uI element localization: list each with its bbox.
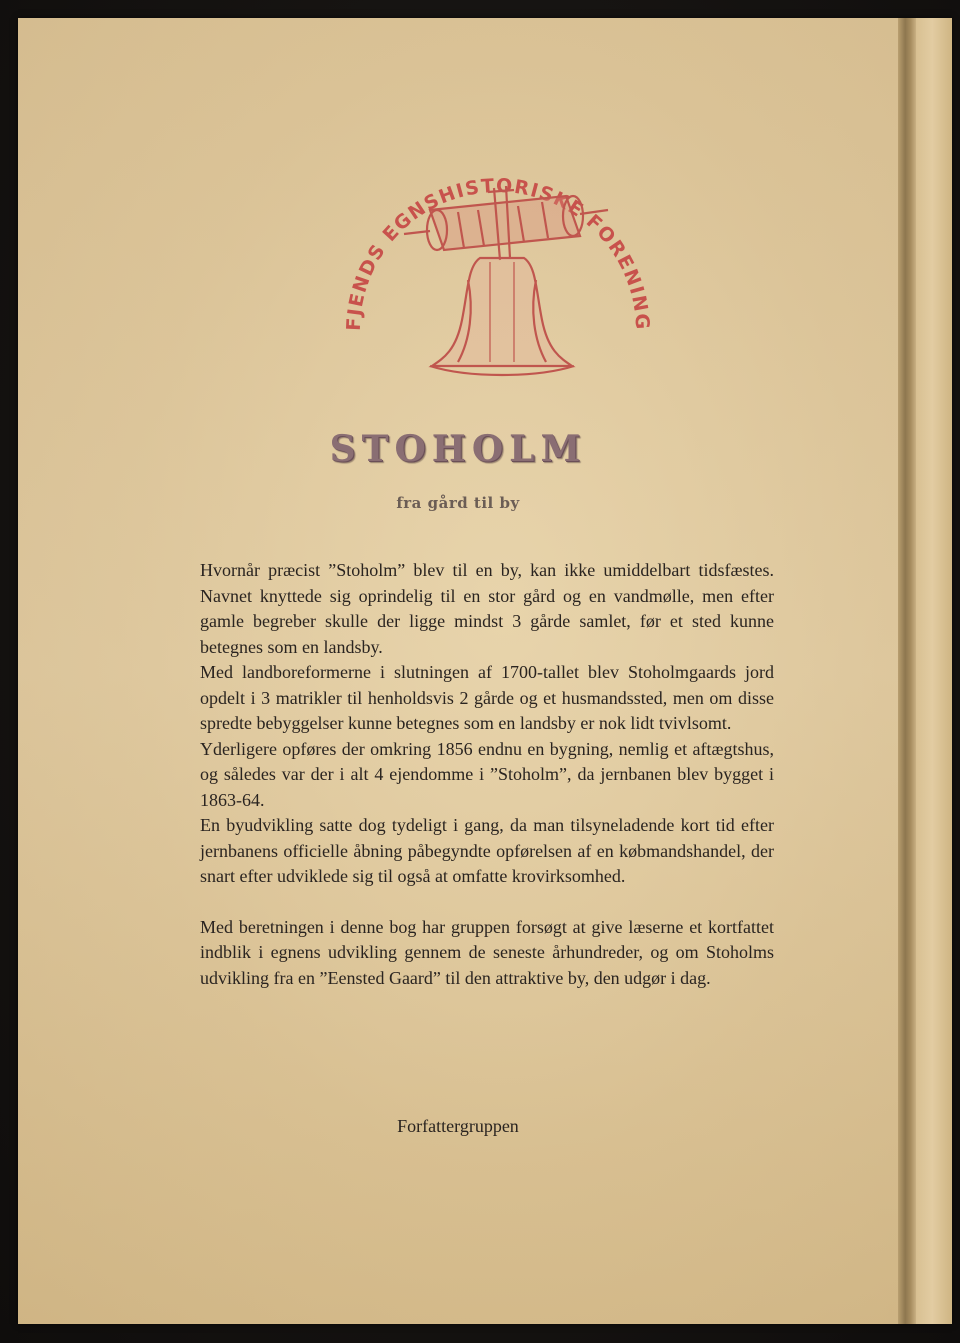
cover-panel [18, 18, 898, 1324]
book-title: STOHOLM [329, 428, 587, 470]
blurb-paragraph: En byudvikling satte dog tydeligt i gang, da man tilsyneladende kort tid efter jernbanens officielle åbning påbegyndte opførelsen af en købmandshandel, der snart efter udviklede sig til også at omfatte krovirksomhed. [200, 815, 774, 886]
blurb-text [200, 558, 774, 991]
author-signature: Forfattergruppen [397, 1116, 519, 1136]
blurb-paragraph: Med landboreformerne i slutningen af 1700-tallet blev Stoholmgaards jord opdelt i 3 matrikler til henholdsvis 2 gårde og et husmandssted, men om disse spredte bebyggelser kunne betegnes som en landsby er nok lidt tvivlsomt. [200, 662, 774, 733]
book-subtitle: fra gård til by [396, 494, 520, 512]
society-logo [318, 130, 678, 390]
blurb-paragraph: Yderligere opføres der omkring 1856 endnu en bygning, nemlig et aftægtshus, og således var der i alt 4 ejendomme i ”Stoholm”, da jernbanen blev bygget i 1863-64. [200, 738, 774, 810]
blurb-paragraph: Med beretningen i denne bog har gruppen forsøgt at give læserne et kortfattet indblik i egnens udvikling gennem de seneste århundreder, og om Stoholms udvikling fra en ”Eensted Gaard” til den attraktive by, den udgør i dag. [200, 916, 774, 988]
blurb-paragraph: Hvornår præcist ”Stoholm” blev til en by, kan ikke umiddelbart tidsfæstes. Navnet knyttede sig oprindelig til en stor gård og en vandmølle, men efter gamle begreber skulle der ligge mindst 3 gårde samlet, før et sted kunne betegnes som en landsby. [200, 560, 774, 657]
book-back-cover [18, 18, 952, 1324]
logo-arc-text: FJENDS EGNSHISTORISKE FORENING [342, 174, 654, 332]
spine-hinge [898, 18, 916, 1324]
book-spine [916, 18, 952, 1324]
